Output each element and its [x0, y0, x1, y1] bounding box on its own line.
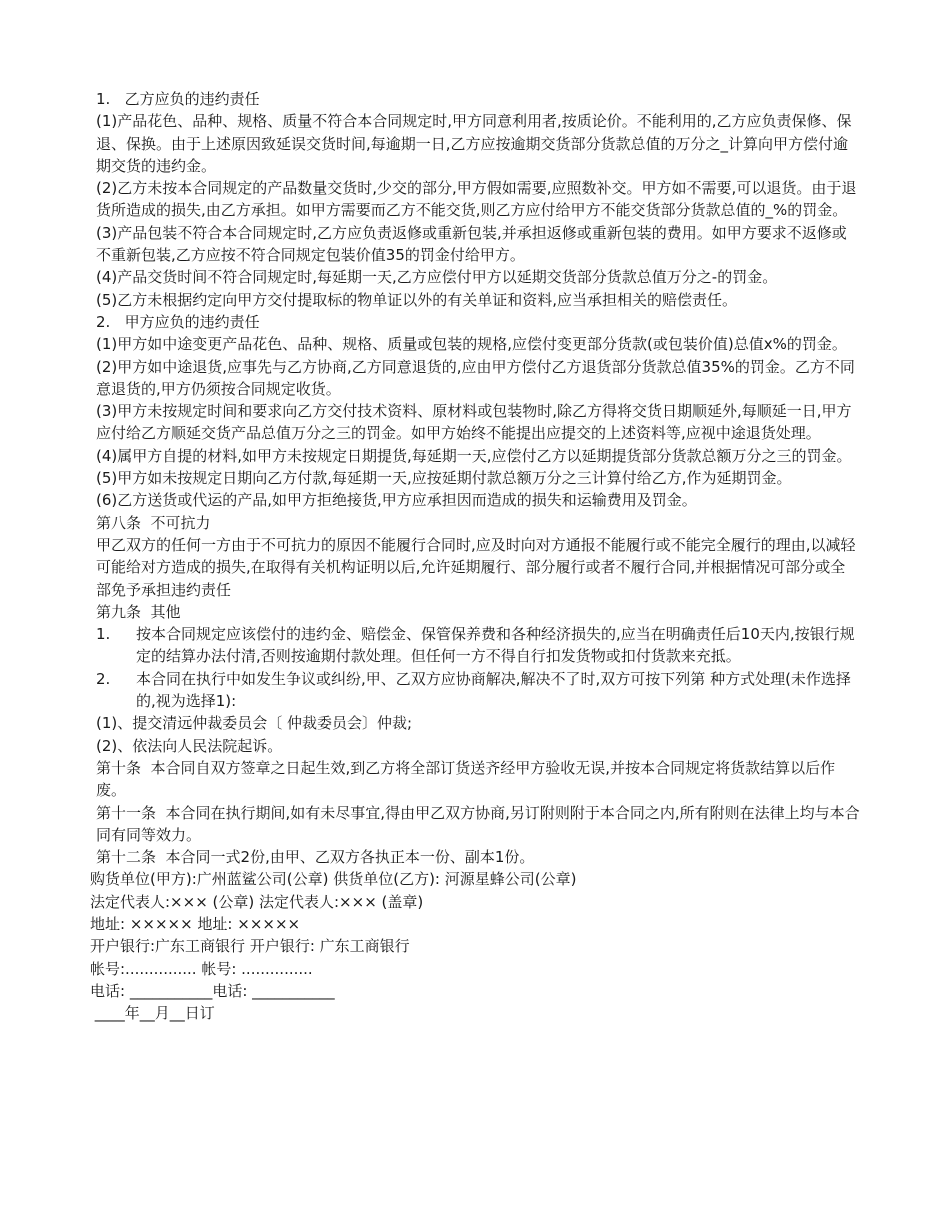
- section-1-item-5: (5)乙方未根据约定向甲方交付提取标的物单证以外的有关单证和资料,应当承担相关的赔偿责任。: [96, 290, 738, 309]
- article-9-heading: 第九条 其他: [96, 602, 181, 621]
- dispute-option-1: (1)、提交清远仲裁委员会〔 仲裁委员会〕仲裁;: [96, 714, 413, 733]
- signature-addresses: 地址: ××××× 地址: ×××××: [90, 914, 301, 933]
- section-2-item-2: (2)甲方如中途退货,应事先与乙方协商,乙方同意退货的,应由甲方偿付乙方退货部分货款总值35%的罚金。乙方不同意退货的,甲方仍须按合同规定收货。: [96, 357, 855, 398]
- section-2-heading: 2. 甲方应负的违约责任: [96, 312, 260, 331]
- signature-date: ____年__月__日订: [90, 1004, 215, 1023]
- article-12: 第十二条 本合同一式2份,由甲、乙双方各执正本一份、副本1份。: [96, 848, 535, 867]
- signature-units: 购货单位(甲方):广州蓝鲨公司(公章) 供货单位(乙方): 河源星蜂公司(公章): [90, 870, 577, 889]
- article-10: 第十条 本合同自双方签章之日起生效,到乙方将全部订货送齐经甲方验收无误,并按本合同规定将货款结算以后作废。: [96, 758, 836, 800]
- section-2-item-3: (3)甲方未按规定时间和要求向乙方交付技术资料、原材料或包装物时,除乙方得将交货日期顺延外,每顺延一日,甲方应付给乙方顺延交货产品总值万分之三的罚金。如甲方始终不能提出应提交的上述资料等,应视中途退货处理。: [96, 402, 852, 443]
- article-9-item-2: [88, 668, 860, 713]
- signature-block: [88, 868, 860, 1024]
- section-1-item-3: (3)产品包装不符合本合同规定时,乙方应负责返修或重新包装,并承担返修或重新包装的费用。如甲方要求不返修或不重新包装,乙方应按不符合同规定包装价值35的罚金付给甲方。: [96, 223, 847, 265]
- article-9-item-1-number: 1.: [96, 625, 111, 644]
- contract-section-lines: [88, 88, 860, 623]
- article-8-body: 甲乙双方的任何一方由于不可抗力的原因不能履行合同时,应及时向对方通报不能履行或不能完全履行的理由,以减轻可能给对方造成的损失,在取得有关机构证明以后,允许延期履行、部分履行或者不履行合同,并根据情况可部分或全部免予承担违约责任: [96, 535, 856, 599]
- section-1-item-1: (1)产品花色、品种、规格、质量不符合本合同规定时,甲方同意利用者,按质论价。不能利用的,乙方应负责保修、保退、保换。由于上述原因致延误交货时间,每逾期一日,乙方应按逾期交货部分货款总值的万分之_计算向甲方偿付逾期交货的违约金。: [96, 112, 852, 175]
- article-9-item-2-number: 2.: [96, 669, 111, 688]
- article-9-item-1: [88, 623, 860, 668]
- section-1-item-4: (4)产品交货时间不符合同规定时,每延期一天,乙方应偿付甲方以延期交货部分货款总值万分之-的罚金。: [96, 268, 778, 287]
- article-8-heading: 第八条 不可抗力: [96, 513, 211, 532]
- section-2-item-5: (5)甲方如未按规定日期向乙方付款,每延期一天,应按延期付款总额万分之三计算付给乙方,作为延期罚金。: [96, 469, 792, 488]
- dispute-option-2: (2)、依法向人民法院起诉。: [96, 736, 283, 755]
- article-11: 第十一条 本合同在执行期间,如有未尽事宜,得由甲乙双方协商,另订附则附于本合同之内,所有附则在法律上均与本合同有同等效力。: [96, 803, 860, 844]
- article-9-item-1-text: 按本合同规定应该偿付的违约金、赔偿金、保管保养费和各种经济损失的,应当在明确责任后10天内,按银行规定的结算办法付清,否则按逾期付款处理。但任何一方不得自行扣发货物或扣付货款来充抵。: [136, 625, 855, 666]
- section-2-item-4: (4)属甲方自提的材料,如甲方未按规定日期提货,每延期一天,应偿付乙方以延期提货部分货款总额万分之三的罚金。: [96, 446, 852, 465]
- section-2-item-6: (6)乙方送货或代运的产品,如甲方拒绝接货,甲方应承担因而造成的损失和运输费用及罚金。: [96, 491, 697, 510]
- contract-page: [88, 88, 860, 1024]
- signature-banks: 开户银行:广东工商银行 开户银行: 广东工商银行: [90, 937, 410, 956]
- section-2-item-1: (1)甲方如中途变更产品花色、品种、规格、质量或包装的规格,应偿付变更部分货款(或包装价值)总值x%的罚金。: [96, 335, 847, 354]
- article-9-item-2-text: 本合同在执行中如发生争议或纠纷,甲、乙双方应协商解决,解决不了时,双方可按下列第 种方式处理(未作选择的,视为选择1):: [136, 669, 851, 711]
- signature-representatives: 法定代表人:××× (公章) 法定代表人:××× (盖章): [90, 892, 424, 911]
- signature-accounts: 帐号:............... 帐号: ...............: [90, 959, 313, 978]
- section-1-item-2: (2)乙方未按本合同规定的产品数量交货时,少交的部分,甲方假如需要,应照数补交。甲方如不需要,可以退货。由于退货所造成的损失,由乙方承担。如甲方需要而乙方不能交货,则乙方应付给甲方不能交货部分货款总值的_%的罚金。: [96, 179, 857, 220]
- section-1-heading: 1. 乙方应负的违约责任: [96, 90, 260, 108]
- signature-phones: 电话: ___________电话: ___________: [90, 981, 335, 1000]
